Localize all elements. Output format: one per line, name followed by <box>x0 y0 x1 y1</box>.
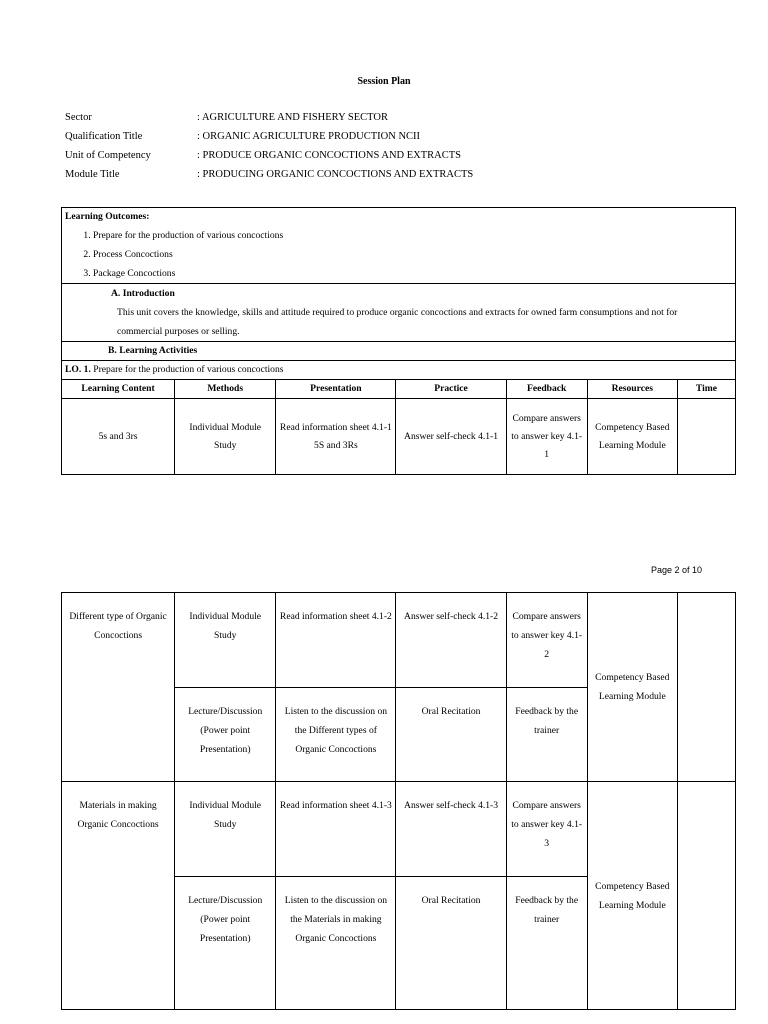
resources-cell: Competency Based Learning Module <box>587 399 677 475</box>
methods-cell: Individual Module Study <box>175 593 276 688</box>
learning-outcomes-list <box>65 226 732 283</box>
lo1-text: Prepare for the production of various concoctions <box>93 364 284 375</box>
page-number: Page 2 of 10 <box>651 565 703 575</box>
header-label: Sector <box>65 112 92 123</box>
lo1-cell <box>62 361 736 380</box>
header-value: : ORGANIC AGRICULTURE PRODUCTION NCII <box>197 131 421 142</box>
table-row <box>62 593 736 688</box>
presentation-cell: Listen to the discussion on the Different types of Organic Concoctions <box>276 688 396 782</box>
table-header-row <box>62 380 736 399</box>
header-value: : AGRICULTURE AND FISHERY SECTOR <box>197 112 388 123</box>
feedback-cell: Feedback by the trainer <box>506 877 587 1010</box>
list-item: 3. Package Concoctions <box>93 264 732 283</box>
feedback-cell: Compare answers to answer key 4.1-1 <box>506 399 587 475</box>
methods-cell: Individual Module Study <box>175 399 276 475</box>
learning-outcomes-row <box>62 208 736 284</box>
column-header: Practice <box>396 380 506 399</box>
column-header: Methods <box>175 380 276 399</box>
lo1-label: LO. 1. <box>65 364 91 375</box>
column-header: Presentation <box>276 380 396 399</box>
table-row <box>62 782 736 877</box>
header-label: Qualification Title <box>65 131 143 142</box>
table-row <box>62 399 736 475</box>
methods-cell: Lecture/Discussion (Power point Presentation) <box>175 877 276 1010</box>
learning-activities-heading: B. Learning Activities <box>62 342 736 361</box>
document-title: Session Plan <box>357 76 411 87</box>
methods-cell: Individual Module Study <box>175 782 276 877</box>
feedback-cell: Compare answers to answer key 4.1-2 <box>506 593 587 688</box>
session-plan-table-continued <box>61 592 736 1010</box>
column-header: Learning Content <box>62 380 175 399</box>
column-header: Feedback <box>506 380 587 399</box>
header-value: : PRODUCING ORGANIC CONCOCTIONS AND EXTRACTS <box>197 169 474 180</box>
presentation-cell: Read information sheet 4.1-3 <box>276 782 396 877</box>
presentation-cell: Read information sheet 4.1-2 <box>276 593 396 688</box>
introduction-heading: A. Introduction <box>111 288 175 299</box>
learning-content-cell: 5s and 3rs <box>62 399 175 475</box>
resources-cell: Competency Based Learning Module <box>587 593 677 782</box>
list-item: 2. Process Concoctions <box>93 245 732 264</box>
resources-cell: Competency Based Learning Module <box>587 782 677 1010</box>
session-plan-table <box>61 207 736 475</box>
practice-cell: Answer self-check 4.1-2 <box>396 593 506 688</box>
practice-cell: Answer self-check 4.1-3 <box>396 782 506 877</box>
practice-cell: Oral Recitation <box>396 877 506 1010</box>
header-label: Module Title <box>65 169 120 180</box>
header-label: Unit of Competency <box>65 150 151 161</box>
learning-activities-row <box>62 342 736 361</box>
introduction-row <box>62 284 736 342</box>
list-item: 1. Prepare for the production of various concoctions <box>93 226 732 245</box>
learning-content-cell: Materials in making Organic Concoctions <box>62 782 175 1010</box>
lo1-row <box>62 361 736 380</box>
presentation-cell: Listen to the discussion on the Materials in making Organic Concoctions <box>276 877 396 1010</box>
feedback-cell: Compare answers to answer key 4.1-3 <box>506 782 587 877</box>
time-cell <box>677 782 735 1010</box>
practice-cell: Oral Recitation <box>396 688 506 782</box>
presentation-cell: Read information sheet 4.1-1 5S and 3Rs <box>276 399 396 475</box>
introduction-text: This unit covers the knowledge, skills and attitude required to produce organic concoctions and extracts for owned farm consumptions and not for commercial purposes or selling. <box>117 307 678 337</box>
header-value: : PRODUCE ORGANIC CONCOCTIONS AND EXTRACTS <box>197 150 461 161</box>
column-header: Time <box>677 380 735 399</box>
feedback-cell: Feedback by the trainer <box>506 688 587 782</box>
learning-content-cell: Different type of Organic Concoctions <box>62 593 175 782</box>
time-cell <box>677 593 735 782</box>
learning-outcomes-label: Learning Outcomes: <box>65 211 150 222</box>
time-cell <box>677 399 735 475</box>
methods-cell: Lecture/Discussion (Power point Presentation) <box>175 688 276 782</box>
column-header: Resources <box>587 380 677 399</box>
practice-cell: Answer self-check 4.1-1 <box>396 399 506 475</box>
